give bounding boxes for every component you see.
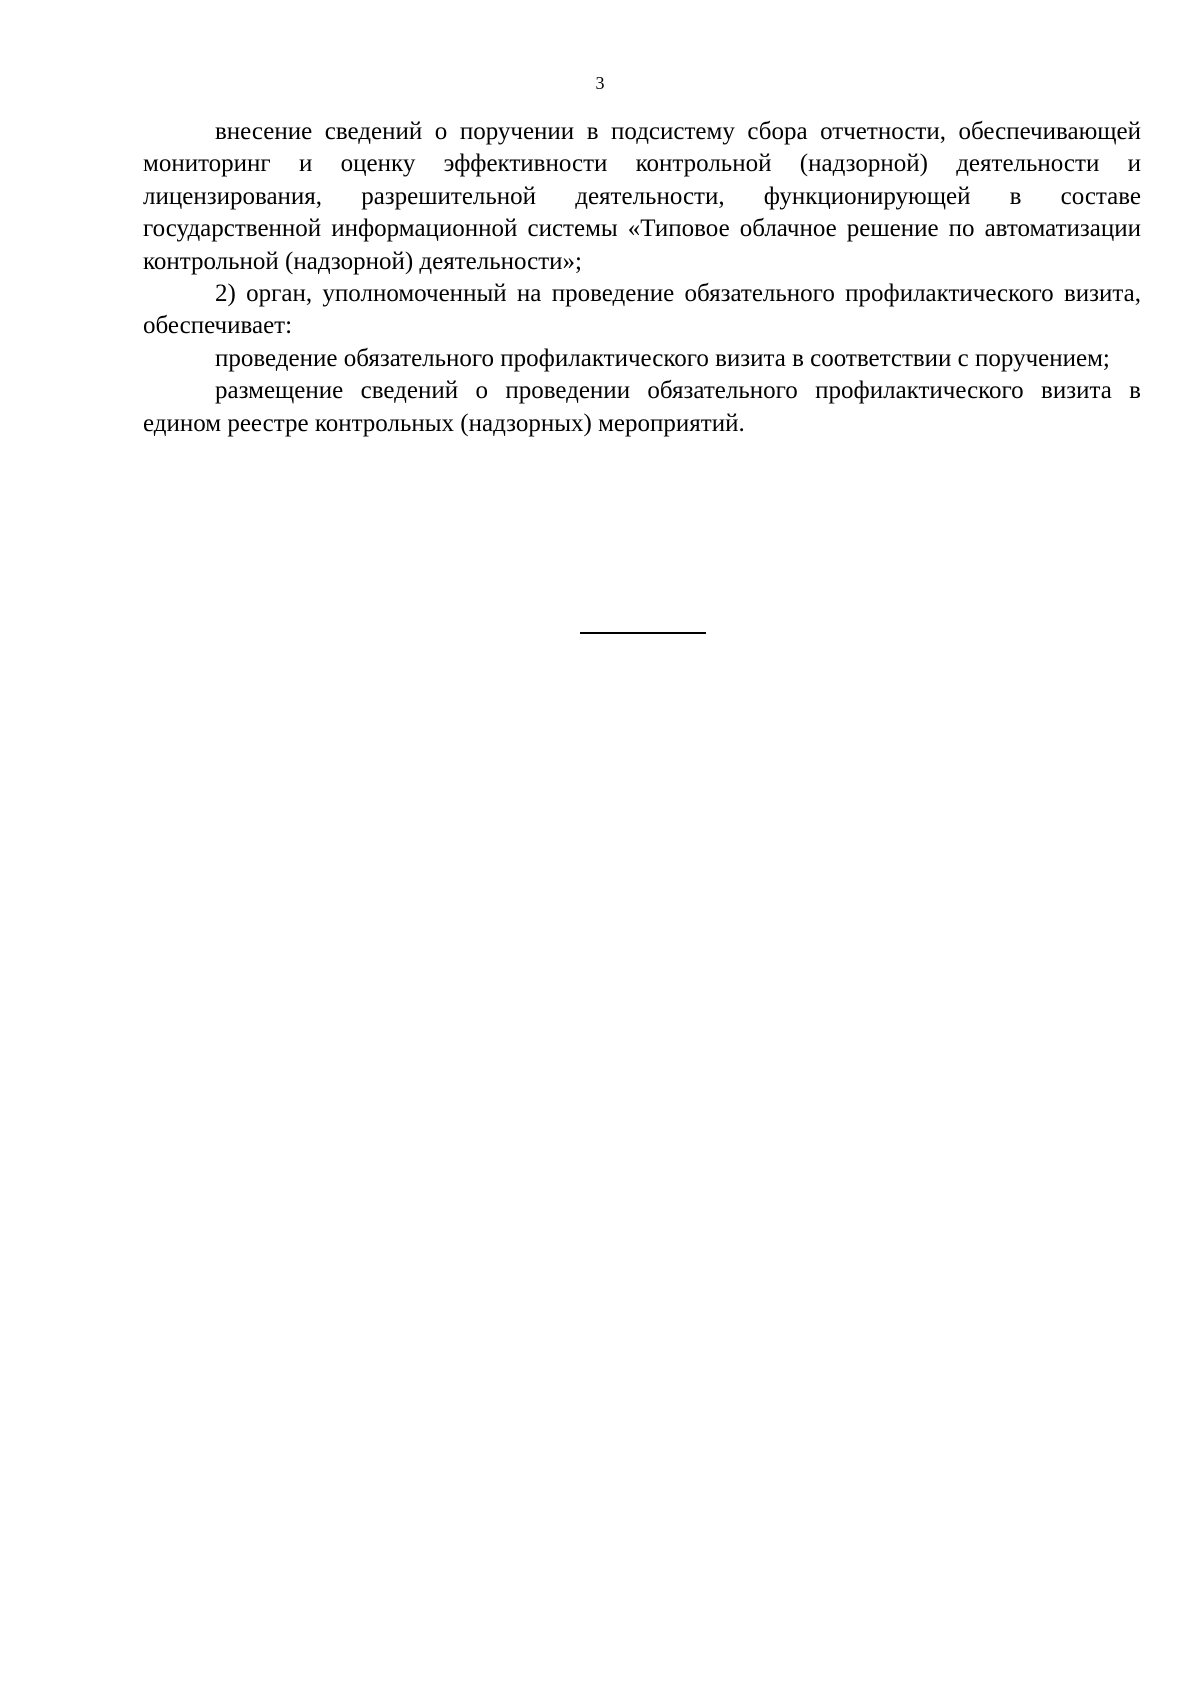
document-body [143,116,1141,440]
paragraph-conducting-visit: проведение обязательного профилактического визита в соответствии с поручением; [215,344,1110,372]
end-of-text-divider [580,632,706,634]
page-number: 3 [595,73,605,93]
paragraph-registry-placement: размещение сведений о проведении обязательного профилактического визита в едином реестре контрольных (надзорных) мероприятий. [143,377,1141,437]
paragraph-reporting-subsystem: внесение сведений о поручении в подсистему сбора отчетности, обеспечивающей мониторинг и оценку эффективности контрольной (надзорной) деятельности и лицензирования, разрешительной деятельности, функционирующей в составе государственной информационной системы «Типовое облачное решение по автоматизации контрольной (надзорной) деятельности»; [143,118,1141,275]
paragraph-authorized-body: 2) орган, уполномоченный на проведение обязательного профилактического визита, обеспечивает: [143,280,1141,340]
